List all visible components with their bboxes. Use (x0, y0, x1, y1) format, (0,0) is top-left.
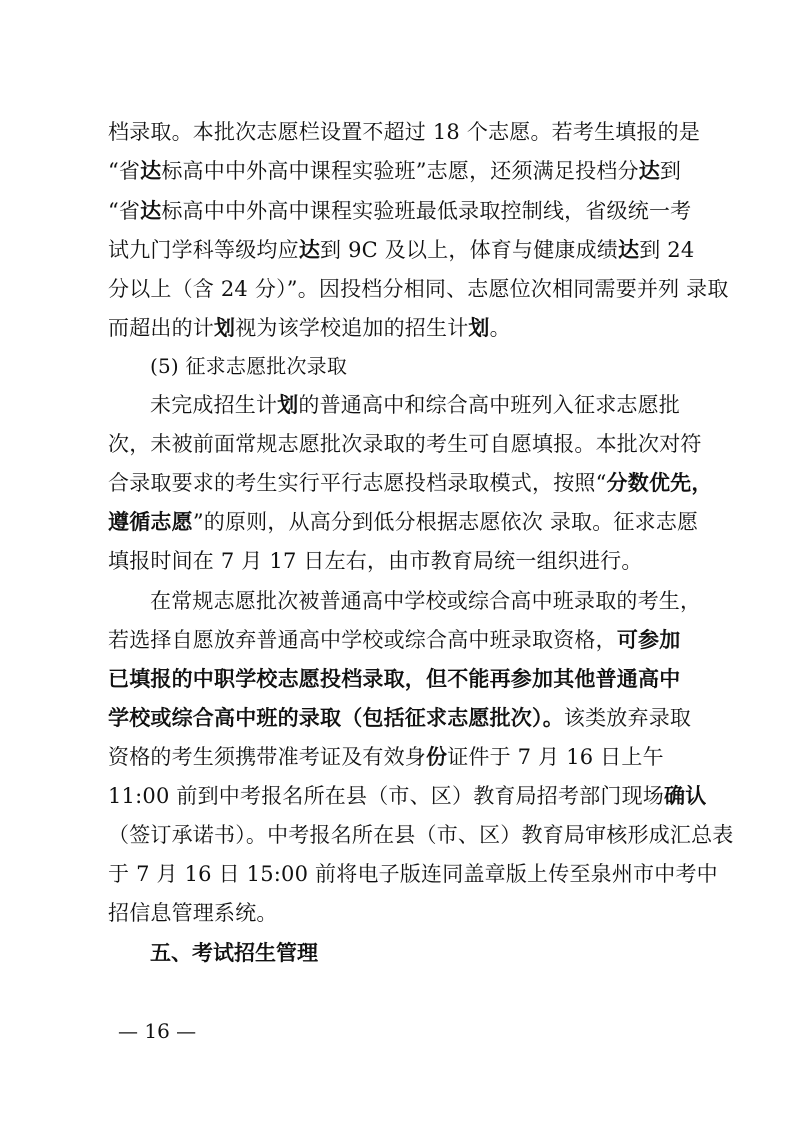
text-run: 次，未被前面常规志愿批次录取的考生可自愿填报。本批次对符 (108, 432, 702, 456)
text-run: 若选择自愿放弃普通高中学校或综合高中班录取资格， (108, 628, 617, 652)
text-run: ”的原则，从高分到低分根据志愿依次 录取。征求志愿 (192, 510, 699, 534)
bold-text-run: 达 (638, 158, 660, 183)
paragraph-line (108, 782, 707, 810)
paragraph-line (108, 430, 702, 458)
text-run: 填报时间在 7 月 17 日左右，由市教育局统一组织进行。 (108, 549, 643, 573)
text-run: 的普通高中和综合高中班列入征求志愿批 (298, 393, 681, 417)
bold-text-run: 可参加 (616, 627, 681, 652)
paragraph-line (150, 587, 702, 615)
paragraph-line (108, 821, 734, 849)
text-run: 标高中中外高中课程实验班”志愿，还须满足投档分 (161, 159, 639, 183)
text-run: 于 7 月 16 日 15:00 前将电子版连同盖章版上传至泉州市中考中 (108, 862, 718, 886)
bold-text-run: 遵循志愿 (108, 509, 193, 534)
text-run: 该类放弃录取 (563, 706, 692, 730)
section-heading-text: 五、考试招生管理 (150, 941, 318, 965)
paragraph-line (108, 197, 692, 225)
bold-text-run: 划 (277, 392, 299, 417)
text-run: 到 24 (639, 238, 695, 262)
text-run: “省 (108, 159, 141, 183)
text-run: 资格的考生须携带准考证及有效身 (108, 745, 426, 769)
text-run: 标高中中外高中课程实验班最低录取控制线，省级统一考 (161, 199, 692, 223)
paragraph-line (108, 157, 692, 185)
text-run: （签订承诺书）。中考报名所在县（市、区）教育局审核形成汇总表 (108, 823, 734, 847)
bold-text-run: 已填报的中职学校志愿投档录取，但不能再参加其他普通高中 (108, 666, 681, 691)
bold-text-run: 达 (140, 158, 162, 183)
text-run: “省 (108, 199, 141, 223)
page-number (118, 1018, 196, 1044)
text-run: 未完成招生计 (150, 393, 278, 417)
section-heading (150, 938, 318, 968)
paragraph-line (108, 547, 692, 575)
text-run: 合录取要求的考生实行平行志愿投档录取模式，按照“ (108, 471, 607, 495)
text-run: 在常规志愿批次被普通高中学校或综合高中班录取的考生， (150, 589, 702, 613)
text-run: 。 (489, 316, 511, 340)
subheading-text: (5) 征求志愿批次录取 (150, 354, 348, 378)
paragraph-line (108, 704, 692, 732)
paragraph-line (108, 665, 692, 693)
bold-text-run: 达 (618, 237, 640, 262)
bold-text-run: 分数优先， (606, 470, 713, 495)
paragraph-line (108, 899, 308, 927)
paragraph-line (108, 118, 701, 146)
paragraph-line (108, 236, 695, 264)
page-number-text: — 16 — (118, 1019, 197, 1043)
text-run: 档录取。本批次志愿栏设置不超过 18 个志愿。若考生填报的是 (108, 120, 701, 144)
subheading (150, 352, 692, 380)
paragraph-line (108, 508, 699, 536)
text-run: 视为该学校追加的招生计 (235, 316, 469, 340)
paragraph-line (108, 469, 713, 497)
bold-text-run: 学校或综合高中班的录取（包括征求志愿批次）。 (108, 705, 564, 730)
paragraph-line (108, 743, 692, 771)
bold-text-run: 份 (426, 744, 448, 769)
bold-text-run: 达 (298, 237, 321, 262)
paragraph-line (108, 314, 692, 342)
bold-text-run: 划 (214, 315, 236, 340)
bold-text-run: 划 (468, 315, 490, 340)
text-run: 分以上（含 24 分）”。因投档分相同、志愿位次相同需要并列 录取 (108, 277, 729, 301)
text-run: 招信息管理系统。 (108, 901, 278, 925)
text-run: 到 (659, 159, 682, 183)
paragraph-line (150, 391, 692, 419)
text-run: 试九门学科等级均应 (108, 238, 299, 262)
paragraph-line (108, 275, 729, 303)
paragraph-line (108, 860, 718, 888)
bold-text-run: 确认 (664, 783, 707, 808)
paragraph-line (108, 626, 692, 654)
text-run: 证件于 7 月 16 日上午 (447, 745, 664, 769)
text-run: 11:00 前到中考报名所在县（市、区）教育局招考部门现场 (108, 784, 664, 808)
text-run: 到 9C 及以上，体育与健康成绩 (320, 238, 618, 262)
bold-text-run: 达 (140, 198, 162, 223)
text-run: 而超出的计 (108, 316, 214, 340)
